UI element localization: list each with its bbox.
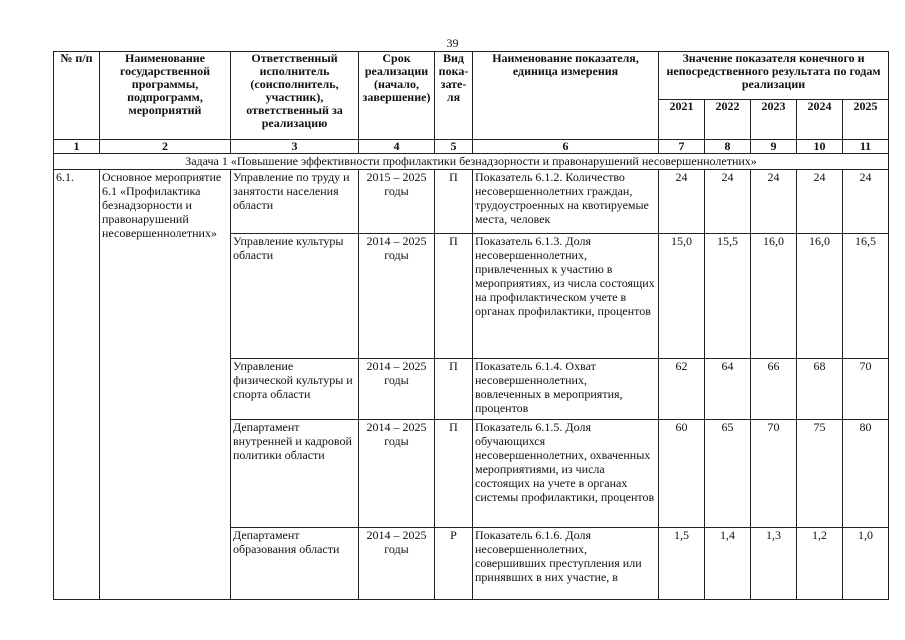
period-cell: 2014 – 2025 годы <box>359 359 435 420</box>
type-cell: П <box>435 234 473 359</box>
period-cell: 2014 – 2025 годы <box>359 234 435 359</box>
task-title: Задача 1 «Повышение эффективности профилактики безнадзорности и правонарушений несовершеннолетних» <box>54 154 889 170</box>
value-cell: 16,0 <box>751 234 797 359</box>
value-cell: 66 <box>751 359 797 420</box>
indicator-cell: Показатель 6.1.6. Доля несовершеннолетних, совершивших преступления или принявших в них участие, в <box>473 528 659 600</box>
value-cell: 68 <box>797 359 843 420</box>
value-cell: 24 <box>797 170 843 234</box>
executor-cell: Управление физической культуры и спорта области <box>231 359 359 420</box>
value-cell: 24 <box>705 170 751 234</box>
value-cell: 24 <box>843 170 889 234</box>
value-cell: 24 <box>659 170 705 234</box>
value-cell: 1,4 <box>705 528 751 600</box>
value-cell: 1,3 <box>751 528 797 600</box>
measure-name: Основное мероприятие 6.1 «Профилактика безнадзорности и правонарушений несовершеннолетних» <box>100 170 231 600</box>
indicator-cell: Показатель 6.1.2. Количество несовершеннолетних граждан, трудоустроенных на квотируемые места, человек <box>473 170 659 234</box>
value-cell: 15,0 <box>659 234 705 359</box>
executor-cell: Департамент образования области <box>231 528 359 600</box>
column-numbers-row <box>54 140 889 154</box>
value-cell: 1,5 <box>659 528 705 600</box>
header-year-2023: 2023 <box>751 100 797 140</box>
page-number: 39 <box>446 36 459 50</box>
type-cell: П <box>435 420 473 528</box>
header-executor: Ответственный исполнитель (соисполнитель, участник), ответственный за реализацию <box>231 52 359 140</box>
type-cell: Р <box>435 528 473 600</box>
type-cell: П <box>435 170 473 234</box>
col-number: 11 <box>843 140 889 154</box>
header-year-2025: 2025 <box>843 100 889 140</box>
col-number: 6 <box>473 140 659 154</box>
period-cell: 2014 – 2025 годы <box>359 528 435 600</box>
value-cell: 1,2 <box>797 528 843 600</box>
header-period: Срок реализации (начало, завершение) <box>359 52 435 140</box>
value-cell: 75 <box>797 420 843 528</box>
measure-number: 6.1. <box>54 170 100 600</box>
value-cell: 15,5 <box>705 234 751 359</box>
value-cell: 80 <box>843 420 889 528</box>
value-cell: 24 <box>751 170 797 234</box>
value-cell: 70 <box>751 420 797 528</box>
header-year-2022: 2022 <box>705 100 751 140</box>
task-row <box>54 154 889 170</box>
executor-cell: Департамент внутренней и кадровой политики области <box>231 420 359 528</box>
indicator-cell: Показатель 6.1.4. Охват несовершеннолетних, вовлеченных в мероприятия, процентов <box>473 359 659 420</box>
value-cell: 70 <box>843 359 889 420</box>
table-row <box>54 170 889 234</box>
executor-cell: Управление по труду и занятости населения области <box>231 170 359 234</box>
value-cell: 16,5 <box>843 234 889 359</box>
col-number: 7 <box>659 140 705 154</box>
header-number: № п/п <box>54 52 100 140</box>
col-number: 1 <box>54 140 100 154</box>
executor-cell: Управление культуры области <box>231 234 359 359</box>
value-cell: 1,0 <box>843 528 889 600</box>
header-indicator-name: Наименование показателя, единица измерения <box>473 52 659 140</box>
type-cell: П <box>435 359 473 420</box>
value-cell: 16,0 <box>797 234 843 359</box>
value-cell: 60 <box>659 420 705 528</box>
col-number: 8 <box>705 140 751 154</box>
col-number: 4 <box>359 140 435 154</box>
header-program-name: Наименование государственной программы, подпрограмм, мероприятий <box>100 52 231 140</box>
col-number: 3 <box>231 140 359 154</box>
period-cell: 2014 – 2025 годы <box>359 420 435 528</box>
indicators-table <box>53 51 889 600</box>
col-number: 2 <box>100 140 231 154</box>
header-year-2021: 2021 <box>659 100 705 140</box>
col-number: 5 <box>435 140 473 154</box>
value-cell: 64 <box>705 359 751 420</box>
col-number: 9 <box>751 140 797 154</box>
value-cell: 65 <box>705 420 751 528</box>
header-indicator-type: Вид пока-зате-ля <box>435 52 473 140</box>
period-cell: 2015 – 2025 годы <box>359 170 435 234</box>
indicator-cell: Показатель 6.1.3. Доля несовершеннолетних, привлеченных к участию в мероприятиях, из числа состоящих на профилактическом учете в органах профилактики, процентов <box>473 234 659 359</box>
indicator-cell: Показатель 6.1.5. Доля обучающихся несовершеннолетних, охваченных мероприятиями, из числа состоящих на учете в органах системы профилактики, процентов <box>473 420 659 528</box>
col-number: 10 <box>797 140 843 154</box>
header-values: Значение показателя конечного и непосредственного результата по годам реализации <box>659 52 889 100</box>
value-cell: 62 <box>659 359 705 420</box>
header-year-2024: 2024 <box>797 100 843 140</box>
